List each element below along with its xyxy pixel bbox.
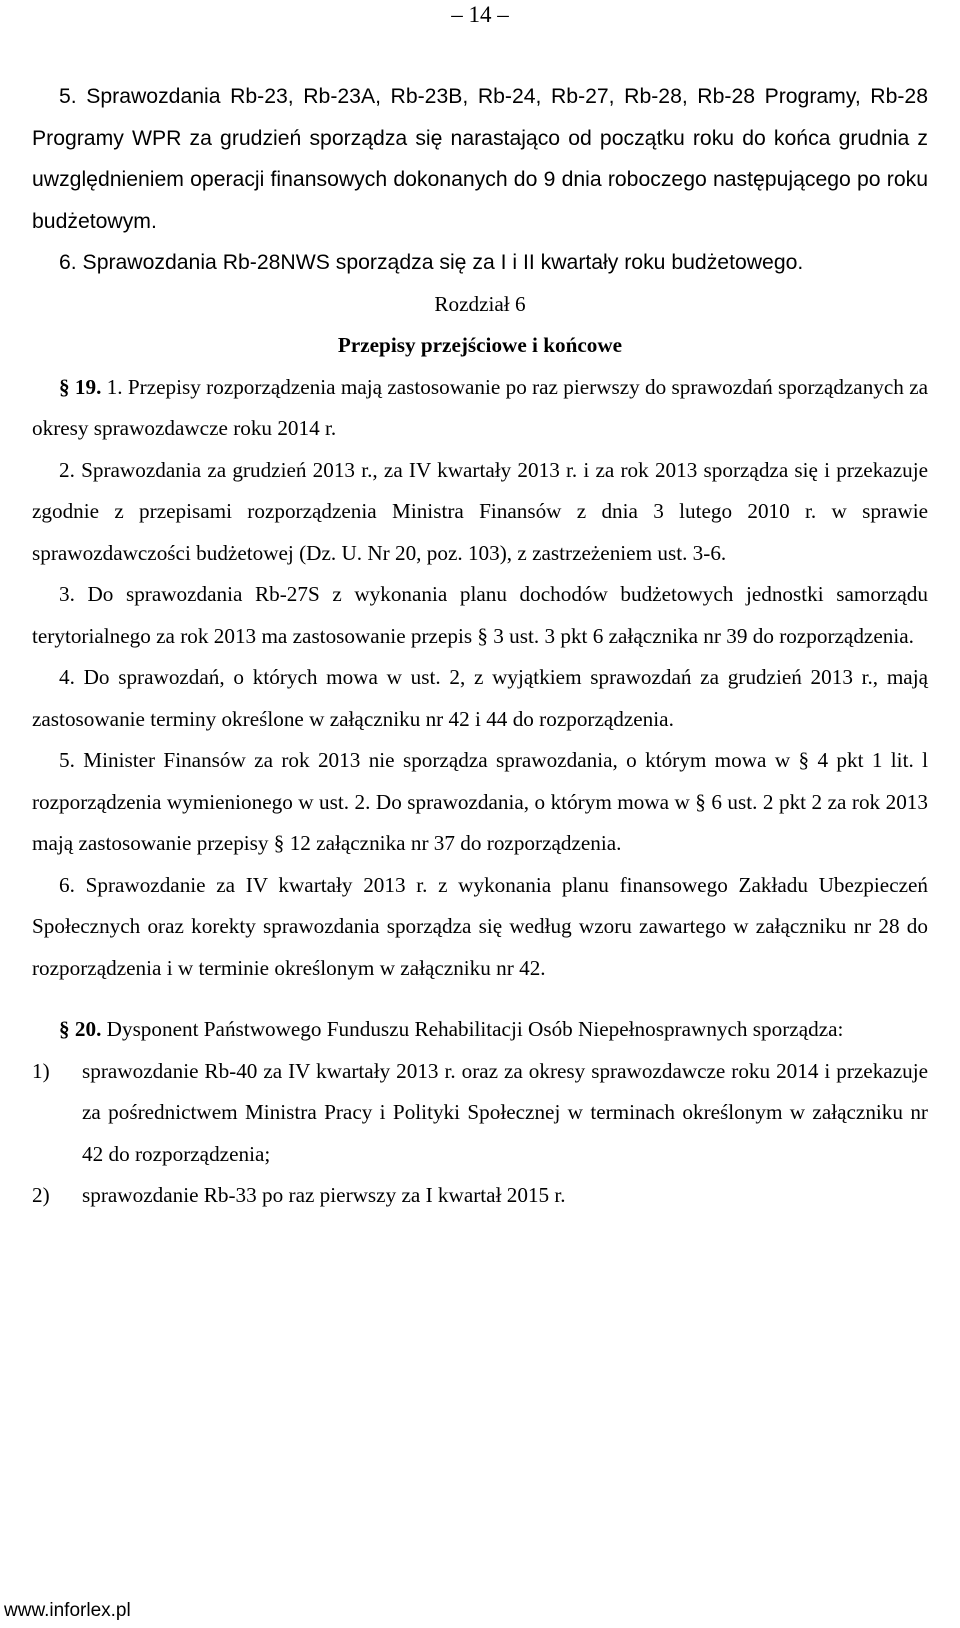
section-19-paragraph-2: 2. Sprawozdania za grudzień 2013 r., za IV kwartały 2013 r. i za rok 2013 sporządza się i przekazuje zgodnie z przepisami rozporządzenia Ministra Finansów z dnia 3 lutego 2010 r. w sprawie sprawozdawczości budżetowej (Dz. U. Nr 20, poz. 103), z zastrzeżeniem ust. 3-6. <box>32 457 928 565</box>
section-19-number: § 19. <box>59 374 102 399</box>
section-19-paragraph-1 <box>32 367 928 450</box>
section-19-paragraph-3: 3. Do sprawozdania Rb-27S z wykonania planu dochodów budżetowych jednostki samorządu terytorialnego za rok 2013 ma zastosowanie przepis § 3 ust. 3 pkt 6 załącznika nr 39 do rozporządzenia. <box>32 582 928 648</box>
document-body <box>32 76 928 1217</box>
section-19-paragraph-4: 4. Do sprawozdań, o których mowa w ust. 2, z wyjątkiem sprawozdań za grudzień 2013 r., mają zastosowanie terminy określone w załączniku nr 42 i 44 do rozporządzenia. <box>32 665 928 731</box>
chapter-title: Przepisy przejściowe i końcowe <box>337 333 623 357</box>
chapter-heading: Rozdział 6 <box>434 291 526 316</box>
page-number: – 14 – <box>451 2 509 27</box>
section-20-intro-text: Dysponent Państwowego Funduszu Rehabilitacji Osób Niepełnosprawnych sporządza: <box>106 1017 844 1041</box>
list-item-text: sprawozdanie Rb-40 za IV kwartały 2013 r. oraz za okresy sprawozdawcze roku 2014 i przekazuje za pośrednictwem Ministra Pracy i Polityki Społecznej w terminach określonym w załączniku nr 42 do rozporządzenia; <box>82 1058 928 1166</box>
paragraph-6: 6. Sprawozdania Rb-28NWS sporządza się za I i II kwartały roku budżetowego. <box>59 251 804 274</box>
section-19-paragraph-5: 5. Minister Finansów za rok 2013 nie sporządza sprawozdania, o którym mowa w § 4 pkt 1 lit. l rozporządzenia wymienionego w ust. 2. Do sprawozdania, o którym mowa w § 6 ust. 2 pkt 2 za rok 2013 mają zastosowanie przepisy § 12 załącznika nr 37 do rozporządzenia. <box>32 748 928 855</box>
list-item-label: 1) <box>32 1058 50 1083</box>
section-19-paragraph-6: 6. Sprawozdanie za IV kwartały 2013 r. z wykonania planu finansowego Zakładu Ubezpieczeń Społecznych oraz korekty sprawozdania sporządza się według wzoru zawartego w załączniku nr 28 do rozporządzenia i w terminie określonym w załączniku nr 42. <box>32 872 928 980</box>
list-item-label: 2) <box>32 1183 50 1207</box>
section-19-text-1: 1. Przepisy rozporządzenia mają zastosowanie po raz pierwszy do sprawozdań sporządzanych za okresy sprawozdawcze roku 2014 r. <box>32 374 929 440</box>
list-item-text: sprawozdanie Rb-33 po raz pierwszy za I kwartał 2015 r. <box>82 1183 566 1207</box>
footer-url: www.inforlex.pl <box>4 1600 131 1621</box>
list-item <box>32 1051 928 1176</box>
spacer <box>32 989 928 1009</box>
list-item <box>32 1175 928 1217</box>
paragraph-5: 5. Sprawozdania Rb-23, Rb-23A, Rb-23B, Rb-24, Rb-27, Rb-28, Rb-28 Programy, Rb-28 Programy WPR za grudzień sporządza się narastająco od początku roku do końca grudnia z uwzględnieniem operacji finansowych dokonanych do 9 dnia roboczego następującego po roku budżetowym. <box>32 85 928 233</box>
section-20-number: § 20. <box>59 1017 102 1041</box>
section-20-intro <box>32 1009 928 1051</box>
